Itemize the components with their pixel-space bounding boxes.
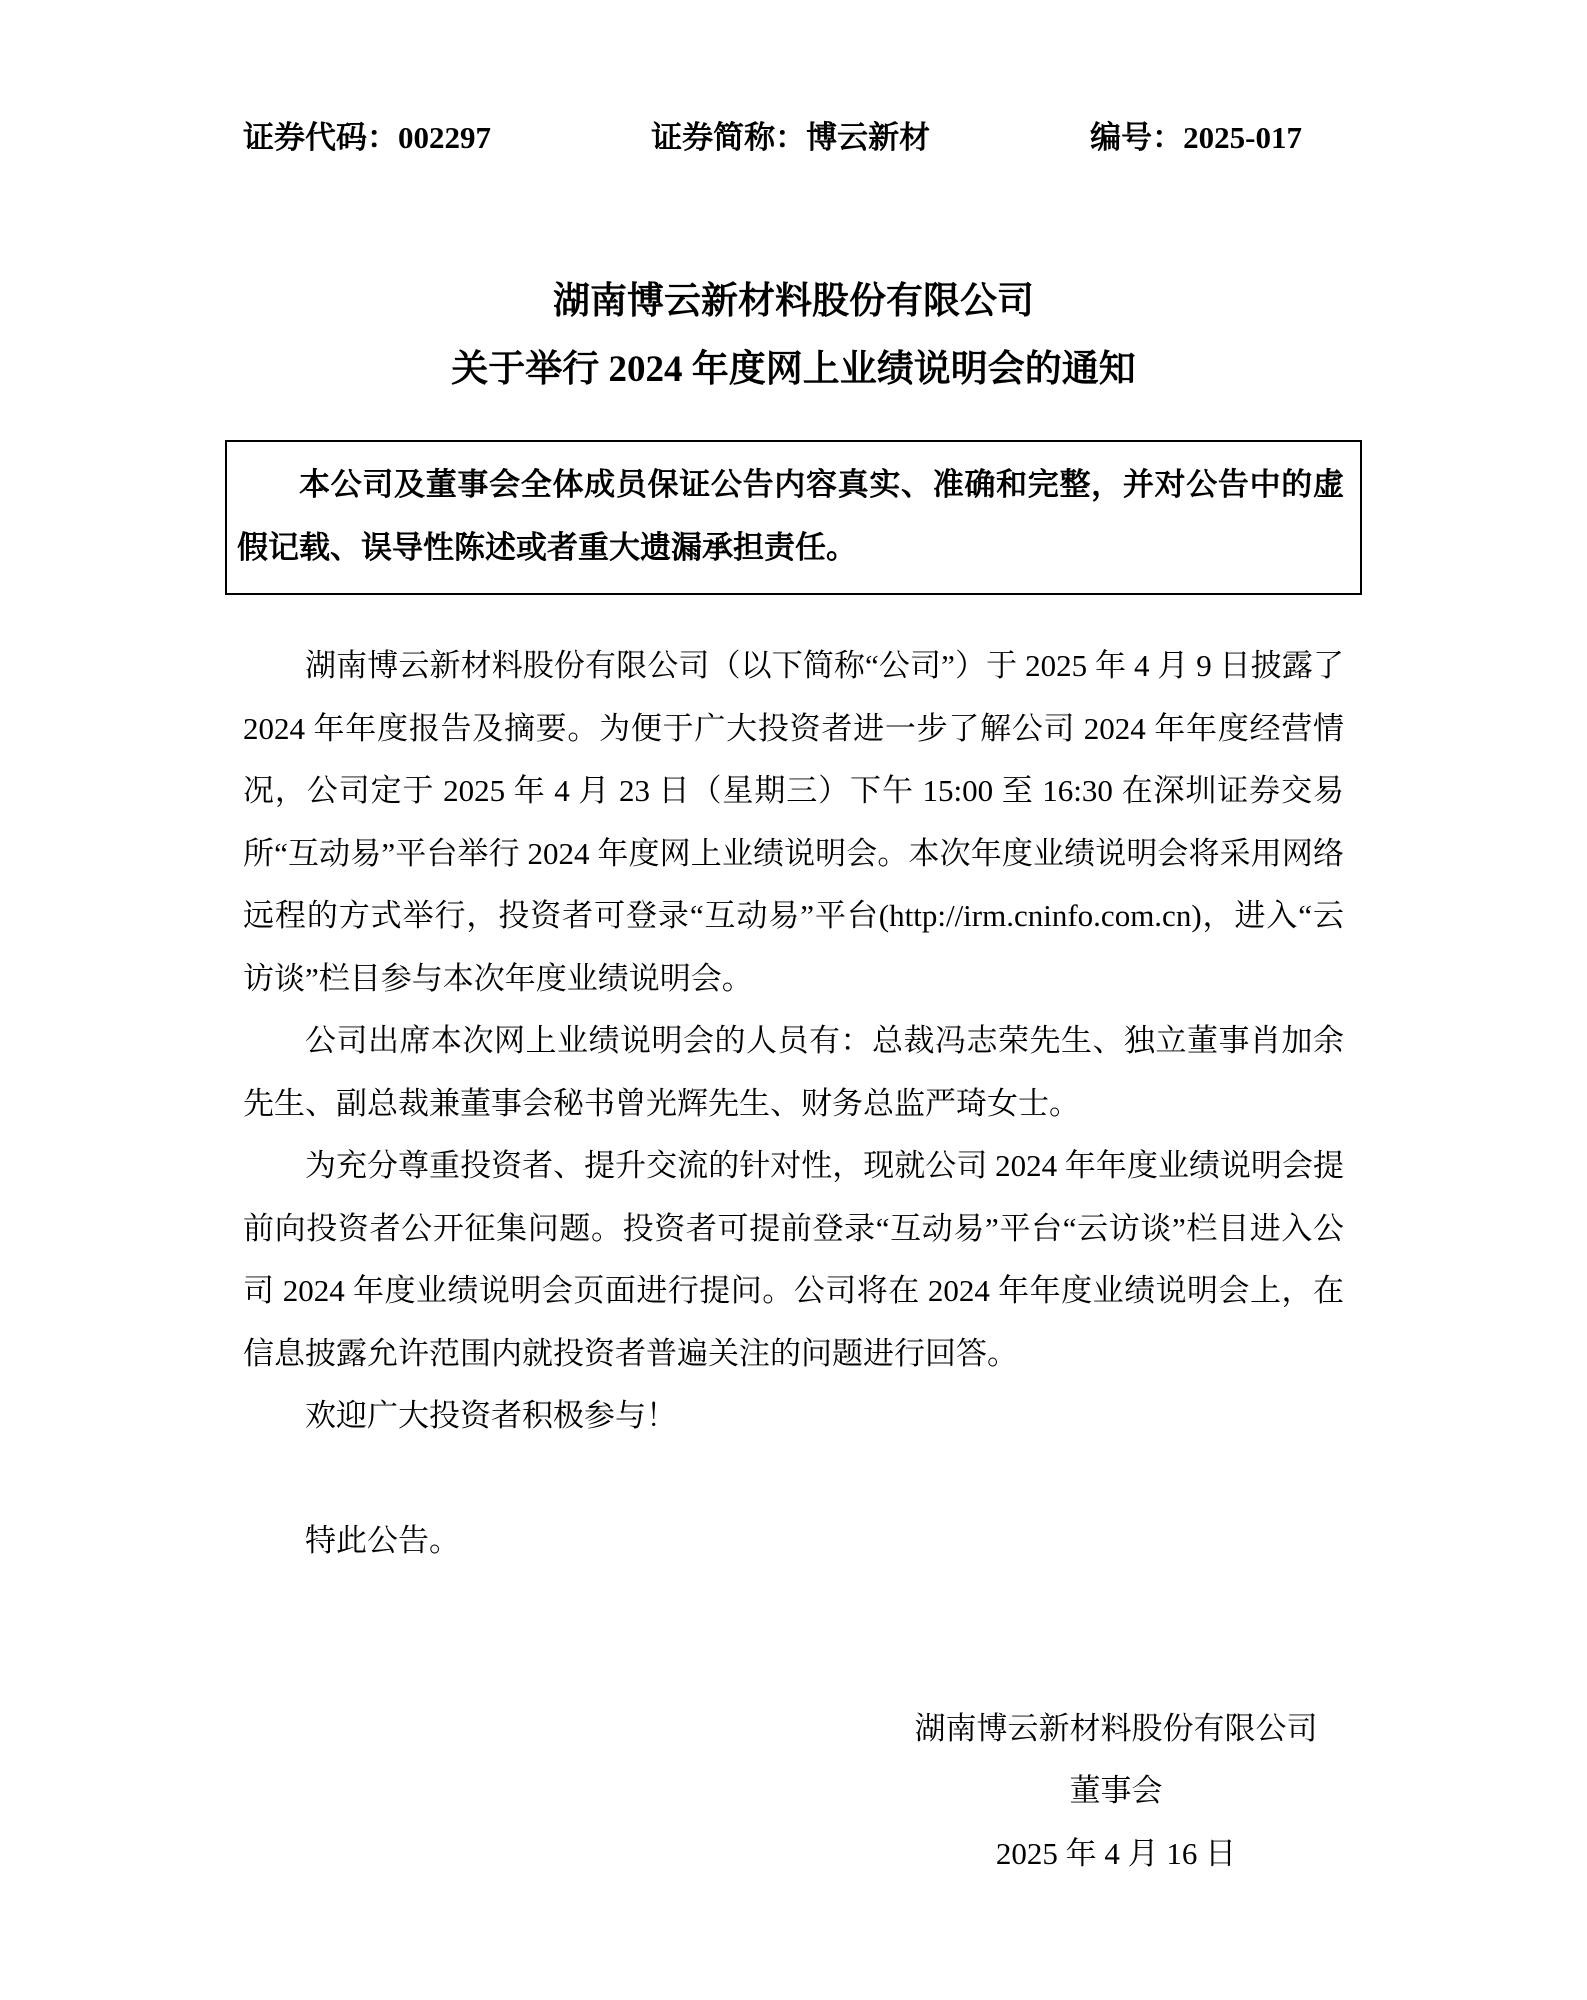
notice-subject-title: 关于举行 2024 年度网上业绩说明会的通知 xyxy=(451,349,1136,390)
paragraph-attendees: 公司出席本次网上业绩说明会的人员有：总裁冯志荣先生、独立董事肖加余先生、副总裁兼董事会秘书曾光辉先生、财务总监严琦女士。 xyxy=(243,1023,1344,1121)
stock-code: 证券代码：002297 xyxy=(243,120,491,155)
paragraph-meeting-info: 湖南博云新材料股份有限公司（以下简称“公司”）于 2025 年 4 月 9 日披露了 2024 年年度报告及摘要。为便于广大投资者进一步了解公司 2024 年年度经营情况，公司定于 2025 年 4 月 23 日（星期三）下午 15:00 至 16:30 在深圳证券交易所“互动易”平台举行 2024 年度网上业绩说明会。本次年度业绩说明会将采用网络远程的方式举行，投资者可登录“互动易”平台(http://irm.cninfo.com.cn)，进入“云访谈”栏目参与本次年度业绩说明会。 xyxy=(243,648,1344,996)
disclaimer-text: 本公司及董事会全体成员保证公告内容真实、准确和完整，并对公告中的虚假记载、误导性陈述或者重大遗漏承担责任。 xyxy=(237,467,1344,565)
company-name-title: 湖南博云新材料股份有限公司 xyxy=(553,281,1034,322)
paragraph-question-collection: 为充分尊重投资者、提升交流的针对性，现就公司 2024 年年度业绩说明会提前向投资者公开征集问题。投资者可提前登录“互动易”平台“云访谈”栏目进入公司 2024 年度业绩说明会页面进行提问。公司将在 2024 年年度业绩说明会上，在信息披露允许范围内就投资者普遍关注的问题进行回答。 xyxy=(243,1148,1344,1371)
announcement-body xyxy=(243,635,1344,1698)
blank-line xyxy=(243,1448,1344,1511)
document-content xyxy=(237,0,1344,1885)
signature-board: 董事会 xyxy=(1069,1773,1163,1808)
blank-lines xyxy=(243,1573,1344,1698)
signature-date: 2025 年 4 月 16 日 xyxy=(995,1835,1237,1871)
closing-statement: 特此公告。 xyxy=(305,1523,460,1558)
notice-number: 编号：2025-017 xyxy=(1090,120,1302,155)
paragraph-welcome: 欢迎广大投资者积极参与！ xyxy=(305,1398,677,1433)
stock-abbr: 证券简称：博云新材 xyxy=(651,120,931,155)
securities-header-row xyxy=(243,116,1344,160)
disclaimer-box xyxy=(225,440,1362,595)
document-title xyxy=(243,268,1344,404)
signature-company: 湖南博云新材料股份有限公司 xyxy=(914,1710,1318,1746)
signature-block xyxy=(906,1698,1326,1886)
